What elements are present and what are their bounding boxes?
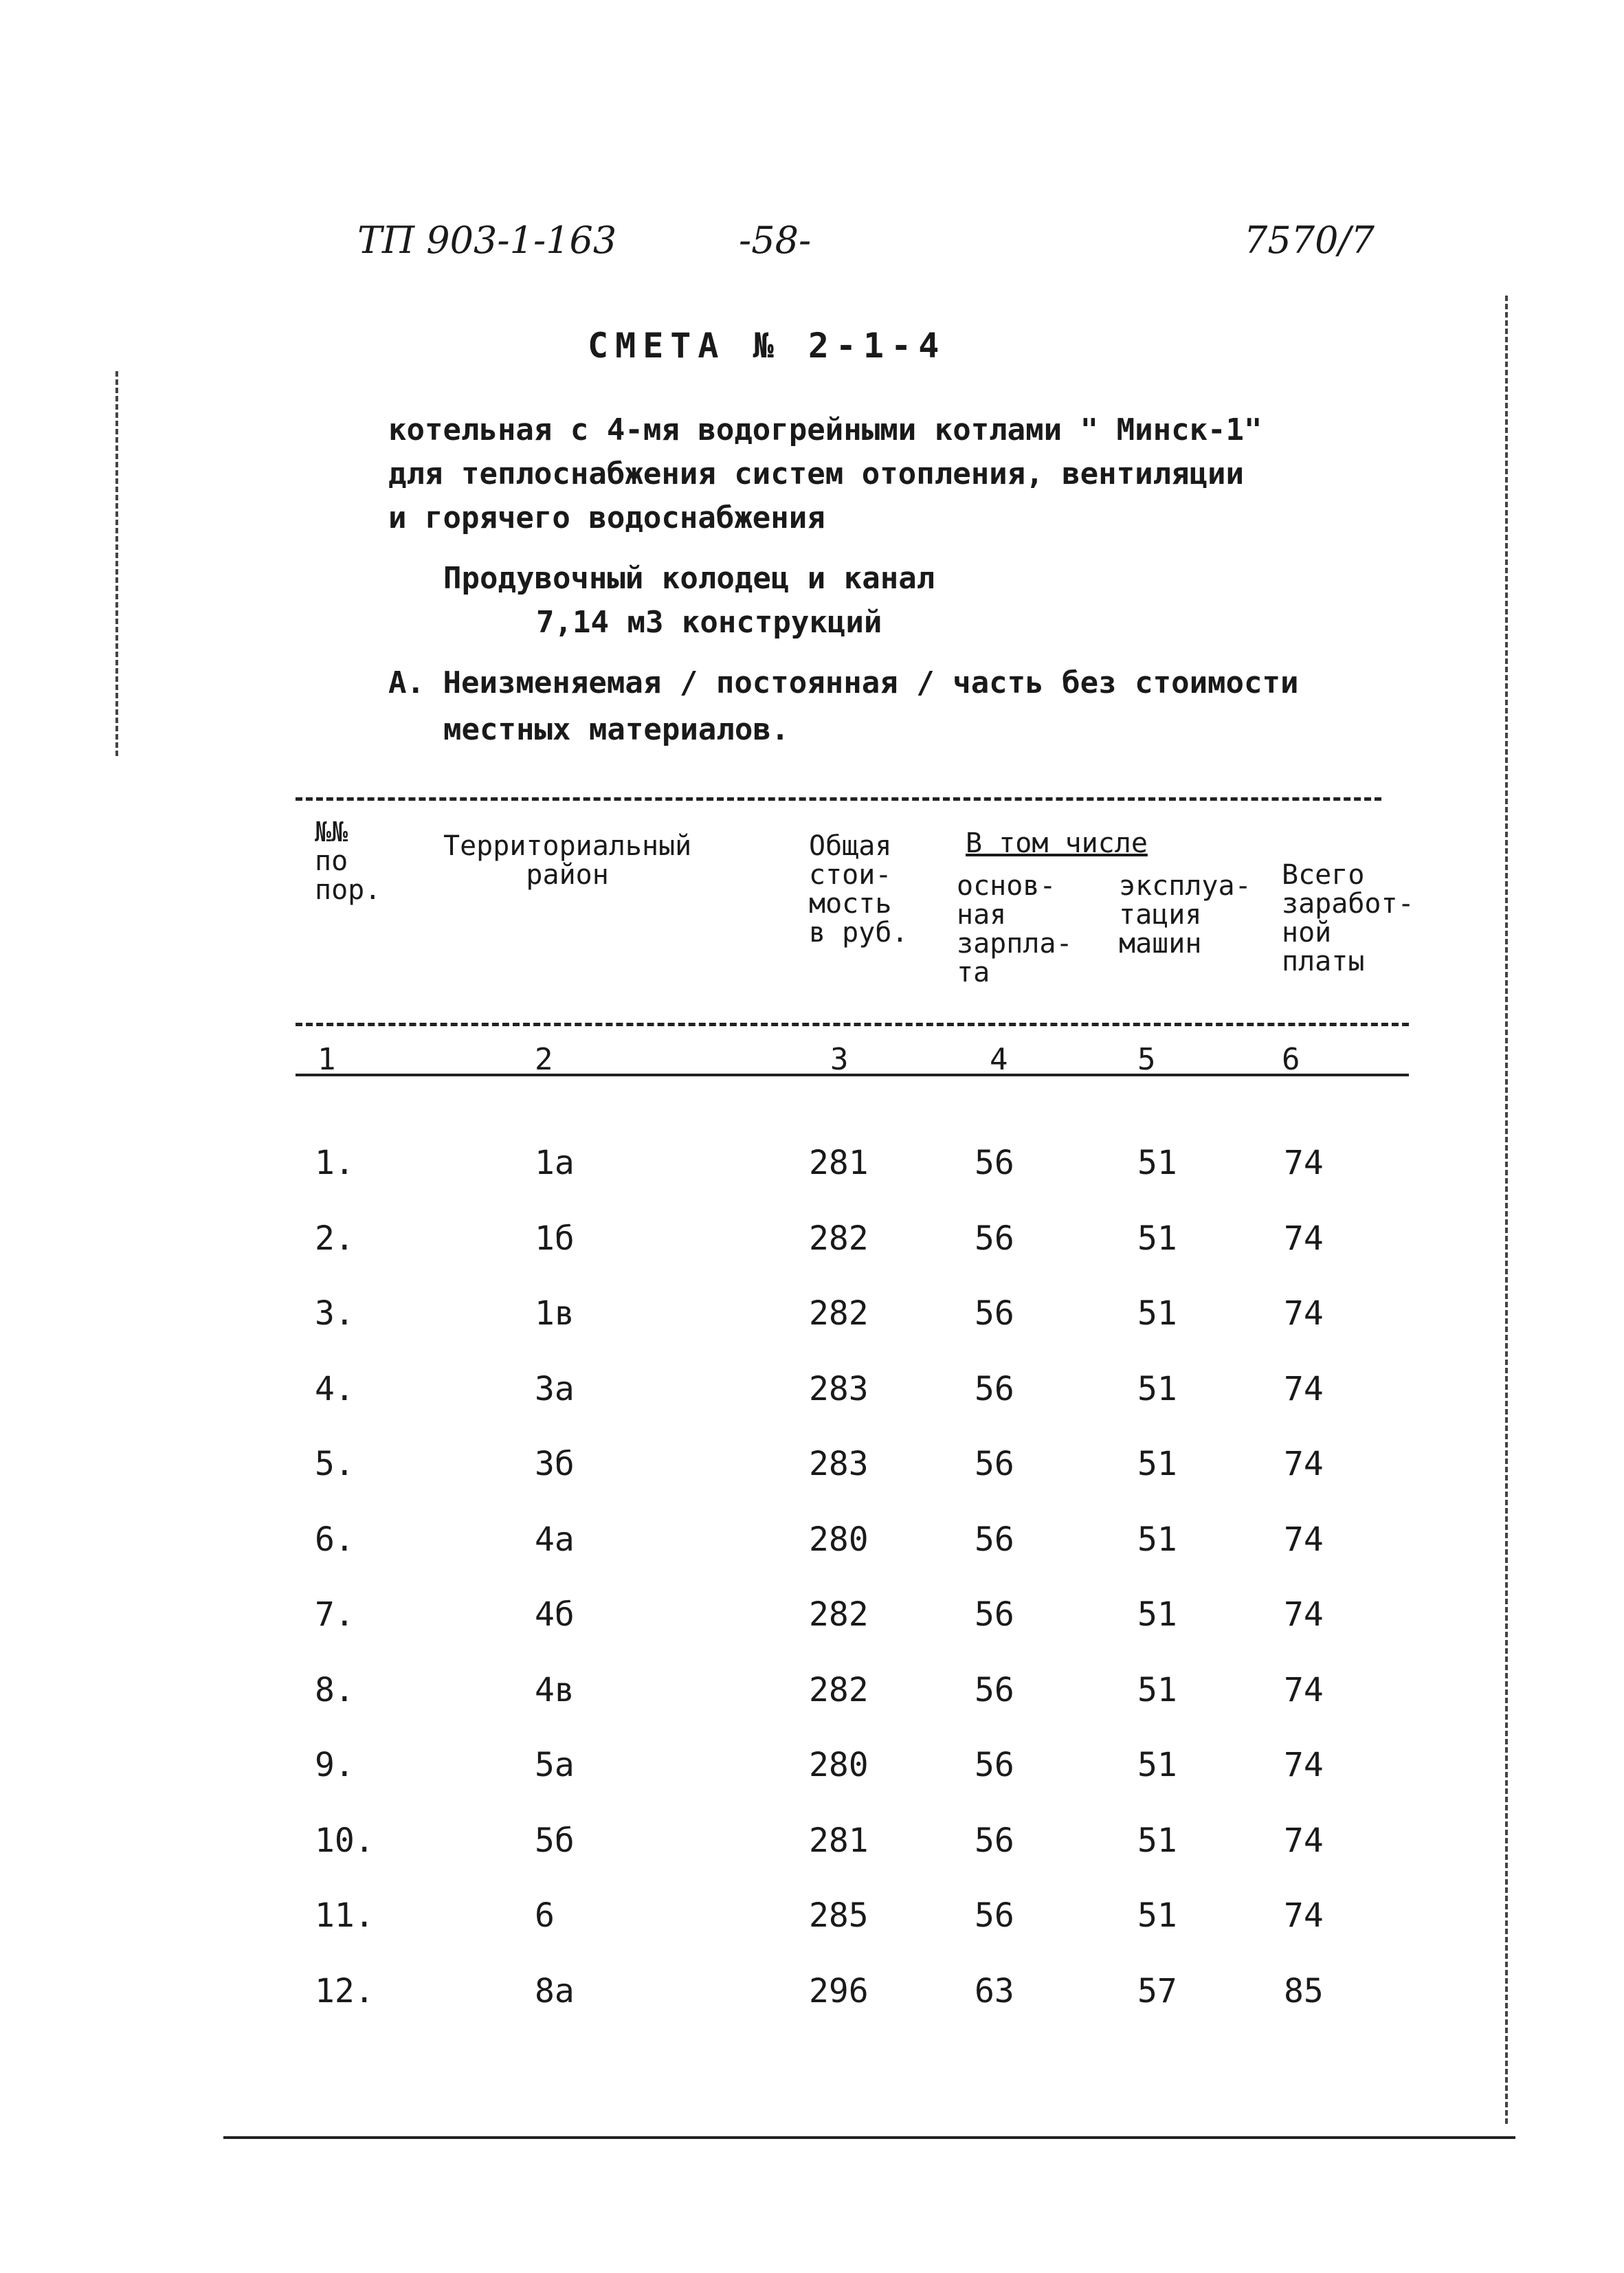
- row-total-wage: 74: [1284, 1370, 1324, 1408]
- row-number: 9.: [315, 1746, 355, 1784]
- row-region: 1а: [535, 1144, 575, 1182]
- row-base-wage: 56: [975, 1144, 1014, 1182]
- row-total-wage: 74: [1284, 1595, 1324, 1634]
- row-total-cost: 283: [809, 1445, 869, 1483]
- row-machines: 51: [1137, 1445, 1177, 1483]
- section-line-1: А. Неизменяемая / постоянная / часть без стоимости: [388, 665, 1299, 700]
- row-total-wage: 74: [1284, 1219, 1324, 1258]
- col-number-3: 3: [830, 1042, 849, 1077]
- col-header-machines: эксплуа- тация машин: [1119, 870, 1252, 960]
- row-total-wage: 74: [1284, 1144, 1324, 1182]
- row-machines: 51: [1137, 1219, 1177, 1258]
- row-total-cost: 285: [809, 1896, 869, 1935]
- document-code: ТП 903-1-163: [357, 219, 617, 262]
- col-number-1: 1: [318, 1042, 336, 1077]
- subject-line-1: Продувочный колодец и канал: [443, 561, 935, 596]
- table-header-rule: [296, 1023, 1409, 1026]
- row-region: 1в: [535, 1294, 575, 1333]
- row-base-wage: 56: [975, 1595, 1014, 1634]
- row-total-wage: 74: [1284, 1896, 1324, 1935]
- row-base-wage: 56: [975, 1821, 1014, 1860]
- row-total-cost: 282: [809, 1294, 869, 1333]
- row-number: 1.: [315, 1144, 355, 1182]
- col-number-2: 2: [535, 1042, 553, 1077]
- row-region: 6: [535, 1896, 555, 1935]
- row-machines: 51: [1137, 1370, 1177, 1408]
- col-number-5: 5: [1137, 1042, 1156, 1077]
- row-region: 1б: [535, 1219, 575, 1258]
- table-top-rule: [296, 797, 1381, 801]
- col-header-num: №№ по пор.: [315, 817, 381, 906]
- row-base-wage: 56: [975, 1671, 1014, 1709]
- row-total-cost: 283: [809, 1370, 869, 1408]
- row-total-cost: 281: [809, 1821, 869, 1860]
- row-region: 3б: [535, 1445, 575, 1483]
- description-line-2: для теплоснабжения систем отопления, вентиляции: [388, 456, 1245, 491]
- row-number: 6.: [315, 1520, 355, 1559]
- row-total-wage: 74: [1284, 1294, 1324, 1333]
- col-number-6: 6: [1282, 1042, 1300, 1077]
- row-machines: 51: [1137, 1746, 1177, 1784]
- row-total-wage: 85: [1284, 1972, 1324, 2010]
- page-bottom-rule: [223, 2136, 1515, 2139]
- row-base-wage: 56: [975, 1896, 1014, 1935]
- row-number: 7.: [315, 1595, 355, 1634]
- col-header-base-wage: основ- ная зарпла- та: [957, 870, 1073, 988]
- estimate-title: СМЕТА № 2-1-4: [588, 326, 946, 366]
- row-total-cost: 296: [809, 1972, 869, 2010]
- row-region: 8а: [535, 1972, 575, 2010]
- row-base-wage: 56: [975, 1219, 1014, 1258]
- row-total-cost: 281: [809, 1144, 869, 1182]
- row-machines: 57: [1137, 1972, 1177, 2010]
- row-total-cost: 282: [809, 1219, 869, 1258]
- row-number: 5.: [315, 1445, 355, 1483]
- row-total-cost: 280: [809, 1520, 869, 1559]
- row-total-wage: 74: [1284, 1746, 1324, 1784]
- row-base-wage: 56: [975, 1370, 1014, 1408]
- row-machines: 51: [1137, 1821, 1177, 1860]
- page-number: -58-: [739, 219, 812, 262]
- row-total-wage: 74: [1284, 1821, 1324, 1860]
- col-header-total-wage: Всего заработ- ной платы: [1282, 859, 1414, 977]
- row-region: 4б: [535, 1595, 575, 1634]
- col-header-region: Территориальный район: [443, 830, 692, 891]
- right-margin-mark: [1505, 296, 1508, 2124]
- left-margin-mark: [115, 371, 118, 756]
- col-header-total: Общая стои- мость в руб.: [809, 830, 909, 949]
- row-base-wage: 56: [975, 1445, 1014, 1483]
- row-machines: 51: [1137, 1294, 1177, 1333]
- description-line-3: и горячего водоснабжения: [388, 500, 825, 535]
- row-number: 11.: [315, 1896, 375, 1935]
- row-base-wage: 56: [975, 1746, 1014, 1784]
- row-machines: 51: [1137, 1595, 1177, 1634]
- row-number: 3.: [315, 1294, 355, 1333]
- row-machines: 51: [1137, 1144, 1177, 1182]
- row-region: 5б: [535, 1821, 575, 1860]
- sheet-number: 7570/7: [1244, 219, 1375, 262]
- row-base-wage: 56: [975, 1520, 1014, 1559]
- row-total-wage: 74: [1284, 1520, 1324, 1559]
- row-region: 3а: [535, 1370, 575, 1408]
- subject-line-2: 7,14 м3 конструкций: [536, 605, 882, 640]
- row-machines: 51: [1137, 1671, 1177, 1709]
- description-line-1: котельная с 4-мя водогрейными котлами " Минск-1": [388, 412, 1263, 447]
- row-base-wage: 63: [975, 1972, 1014, 2010]
- row-total-cost: 282: [809, 1671, 869, 1709]
- row-number: 12.: [315, 1972, 375, 2010]
- row-total-wage: 74: [1284, 1671, 1324, 1709]
- section-line-2: местных материалов.: [443, 712, 790, 747]
- col-header-group: В том числе: [966, 828, 1148, 859]
- row-region: 5а: [535, 1746, 575, 1784]
- row-machines: 51: [1137, 1896, 1177, 1935]
- row-base-wage: 56: [975, 1294, 1014, 1333]
- row-machines: 51: [1137, 1520, 1177, 1559]
- row-number: 8.: [315, 1671, 355, 1709]
- row-total-wage: 74: [1284, 1445, 1324, 1483]
- row-number: 2.: [315, 1219, 355, 1258]
- row-number: 10.: [315, 1821, 375, 1860]
- row-number: 4.: [315, 1370, 355, 1408]
- row-total-cost: 280: [809, 1746, 869, 1784]
- row-total-cost: 282: [809, 1595, 869, 1634]
- row-region: 4в: [535, 1671, 575, 1709]
- column-number-rule: [296, 1074, 1409, 1076]
- col-number-4: 4: [990, 1042, 1008, 1077]
- row-region: 4а: [535, 1520, 575, 1559]
